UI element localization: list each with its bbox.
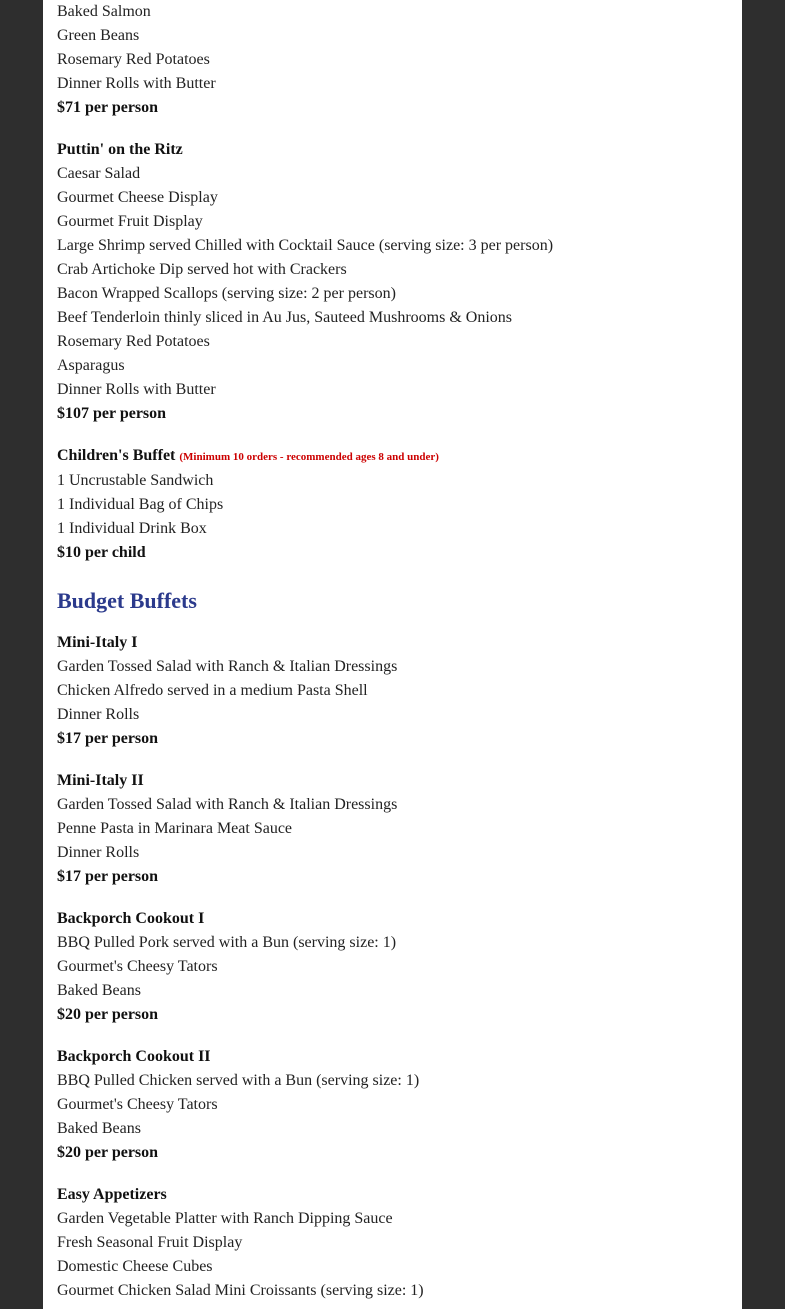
menu-item: Baked Beans	[57, 982, 141, 999]
menu-price: $10 per child	[57, 544, 146, 561]
menu-block-puttin-on-the-ritz	[57, 138, 737, 426]
menu-item: Gourmet Fruit Display	[57, 213, 203, 230]
menu-item: Gourmet Chicken Salad Mini Croissants (serving size: 1)	[57, 1282, 424, 1299]
menu-content	[57, 0, 737, 1303]
menu-price: $20 per person	[57, 1006, 159, 1023]
menu-block-easy-appetizers	[57, 1183, 737, 1303]
menu-price: $17 per person	[57, 730, 159, 747]
menu-item: 1 Uncrustable Sandwich	[57, 472, 214, 489]
menu-item: Crab Artichoke Dip served hot with Crackers	[57, 261, 347, 278]
menu-item: Gourmet's Cheesy Tators	[57, 958, 218, 975]
menu-price: $17 per person	[57, 868, 159, 885]
menu-item: BBQ Pulled Pork served with a Bun (serving size: 1)	[57, 934, 397, 951]
menu-item: Dinner Rolls with Butter	[57, 381, 216, 398]
page-container	[43, 0, 742, 1309]
menu-item: Caesar Salad	[57, 165, 141, 182]
menu-block-mini-italy-2	[57, 769, 737, 889]
menu-title: Easy Appetizers	[57, 1186, 167, 1203]
menu-item: Baked Salmon	[57, 3, 151, 20]
minimum-order-note: (Minimum 10 orders - recommended ages 8 and under)	[179, 451, 439, 463]
menu-block-backporch-cookout-1	[57, 907, 737, 1027]
menu-block-backporch-cookout-2	[57, 1045, 737, 1165]
menu-item: 1 Individual Bag of Chips	[57, 496, 224, 513]
menu-item: Rosemary Red Potatoes	[57, 51, 210, 68]
menu-item: Garden Tossed Salad with Ranch & Italian Dressings	[57, 796, 398, 813]
menu-item: Baked Beans	[57, 1120, 141, 1137]
menu-title: Mini-Italy I	[57, 634, 138, 651]
menu-item: Dinner Rolls	[57, 844, 140, 861]
menu-title-row	[57, 444, 737, 469]
menu-block-mini-italy-1	[57, 631, 737, 751]
menu-item: Chicken Alfredo served in a medium Pasta Shell	[57, 682, 368, 699]
menu-item: Gourmet Cheese Display	[57, 189, 218, 206]
menu-item: Garden Vegetable Platter with Ranch Dipping Sauce	[57, 1210, 393, 1227]
menu-price: $107 per person	[57, 405, 167, 422]
menu-item: Penne Pasta in Marinara Meat Sauce	[57, 820, 293, 837]
menu-item: Large Shrimp served Chilled with Cocktail Sauce (serving size: 3 per person)	[57, 237, 554, 254]
menu-item: Gourmet's Cheesy Tators	[57, 1096, 218, 1113]
menu-item: BBQ Pulled Chicken served with a Bun (serving size: 1)	[57, 1072, 420, 1089]
menu-block-childrens-buffet	[57, 444, 737, 565]
section-heading-budget-buffets: Budget Buffets	[57, 588, 197, 613]
menu-item: Bacon Wrapped Scallops (serving size: 2 per person)	[57, 285, 396, 302]
menu-item: Asparagus	[57, 357, 125, 374]
menu-price: $20 per person	[57, 1144, 159, 1161]
menu-price: $71 per person	[57, 99, 159, 116]
menu-item: Beef Tenderloin thinly sliced in Au Jus, Sauteed Mushrooms & Onions	[57, 309, 512, 326]
menu-title: Mini-Italy II	[57, 772, 144, 789]
menu-item: Green Beans	[57, 27, 140, 44]
menu-title: Backporch Cookout I	[57, 910, 205, 927]
menu-item: Garden Tossed Salad with Ranch & Italian Dressings	[57, 658, 398, 675]
menu-title: Children's Buffet	[57, 447, 176, 464]
menu-title: Backporch Cookout II	[57, 1048, 211, 1065]
menu-item: Dinner Rolls with Butter	[57, 75, 216, 92]
menu-item: Dinner Rolls	[57, 706, 140, 723]
menu-item: Domestic Cheese Cubes	[57, 1258, 213, 1275]
menu-block-top-partial	[57, 0, 737, 120]
menu-item: Fresh Seasonal Fruit Display	[57, 1234, 243, 1251]
menu-item: Rosemary Red Potatoes	[57, 333, 210, 350]
menu-title: Puttin' on the Ritz	[57, 141, 183, 158]
menu-item: 1 Individual Drink Box	[57, 520, 207, 537]
